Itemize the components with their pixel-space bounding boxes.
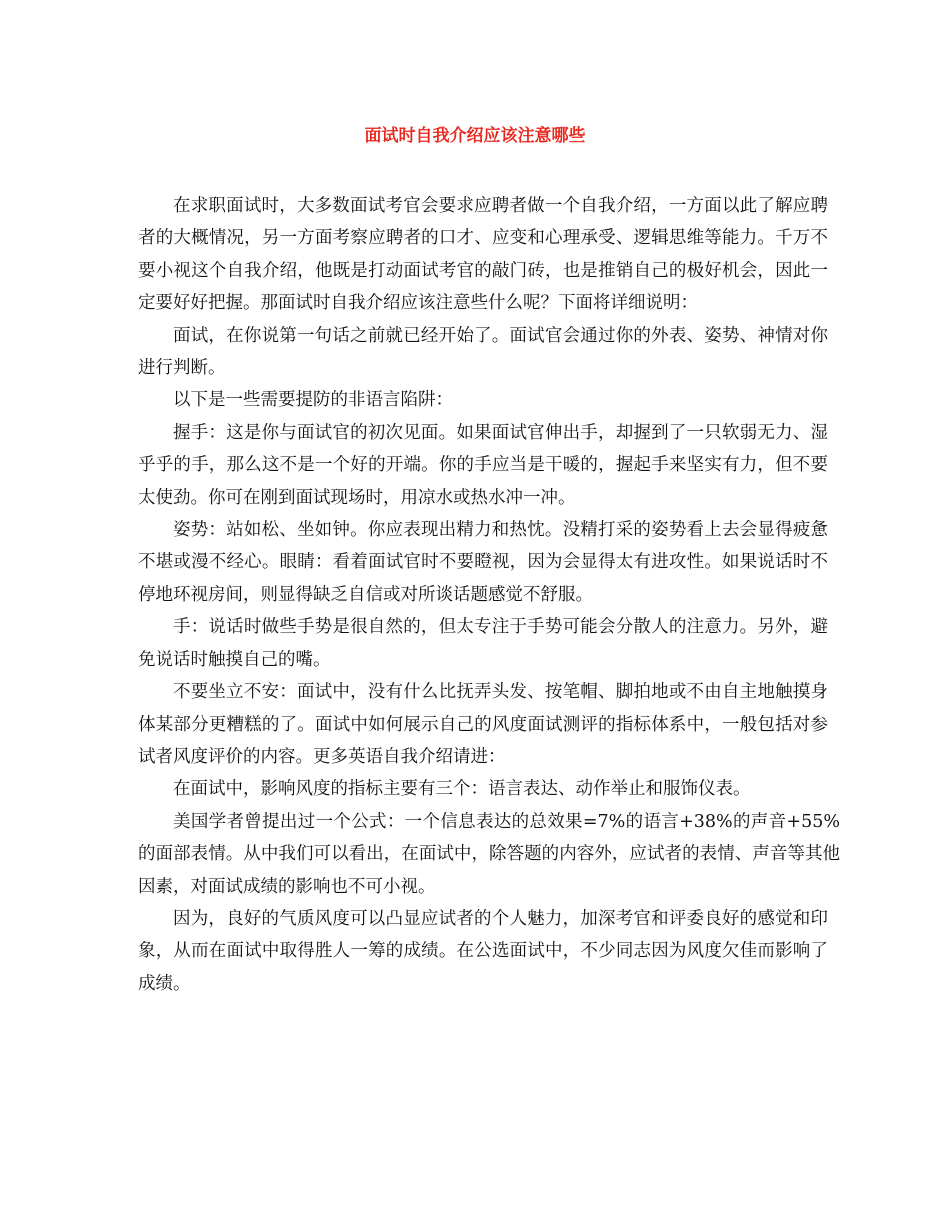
paragraph-conclusion: 因为，良好的气质风度可以凸显应试者的个人魅力，加深考官和评委良好的感觉和印象，从而在面试中取得胜人一筹的成绩。在公选面试中，不少同志因为风度欠佳而影响了成绩。 [138, 908, 828, 994]
paragraph-first-impression: 面试，在你说第一句话之前就已经开始了。面试官会通过你的外表、姿势、神情对你进行判断。 [138, 325, 828, 379]
paragraph-handshake: 握手：这是你与面试官的初次见面。如果面试官伸出手，却握到了一只软弱无力、湿乎乎的手，那么这不是一个好的开端。你的手应当是干暖的，握起手来坚实有力，但不要太使劲。你可在刚到面试现场时，用凉水或热水冲一冲。 [138, 422, 828, 508]
paragraph-fidgeting: 不要坐立不安：面试中，没有什么比抚弄头发、按笔帽、脚拍地或不由自主地触摸身体某部分更糟糕的了。面试中如何展示自己的风度面试测评的指标体系中，一般包括对参试者风度评价的内容。更多英语自我介绍请进： [138, 682, 828, 767]
paragraph-formula: 美国学者曾提出过一个公式：一个信息表达的总效果=7%的语言+38%的声音+55%的面部表情。从中我们可以看出，在面试中，除答题的内容外，应试者的表情、声音等其他因素，对面试成绩的影响也不可小视。 [138, 811, 840, 897]
paragraph-posture: 姿势：站如松、坐如钟。你应表现出精力和热忱。没精打采的姿势看上去会显得疲惫不堪或漫不经心。眼睛：看着面试官时不要瞪视，因为会显得太有进攻性。如果说话时不停地环视房间，则显得缺乏自信或对所谈话题感觉不舒服。 [138, 520, 828, 605]
paragraph-nonverbal-traps: 以下是一些需要提防的非语言陷阱： [173, 390, 453, 411]
paragraph-demeanor-indicators: 在面试中，影响风度的指标主要有三个：语言表达、动作举止和服饰仪表。 [173, 779, 751, 800]
paragraph-intro: 在求职面试时，大多数面试考官会要求应聘者做一个自我介绍，一方面以此了解应聘者的大概情况，另一方面考察应聘者的口才、应变和心理承受、逻辑思维等能力。千万不要小视这个自我介绍，他既是打动面试考官的敲门砖，也是推销自己的极好机会，因此一定要好好把握。那面试时自我介绍应该注意些什么呢？下面将详细说明： [138, 196, 828, 314]
document-body [138, 190, 840, 1000]
document-title: 面试时自我介绍应该注意哪些 [364, 126, 586, 146]
paragraph-hands: 手：说话时做些手势是很自然的，但太专注于手势可能会分散人的注意力。另外，避免说话时触摸自己的嘴。 [138, 617, 828, 670]
